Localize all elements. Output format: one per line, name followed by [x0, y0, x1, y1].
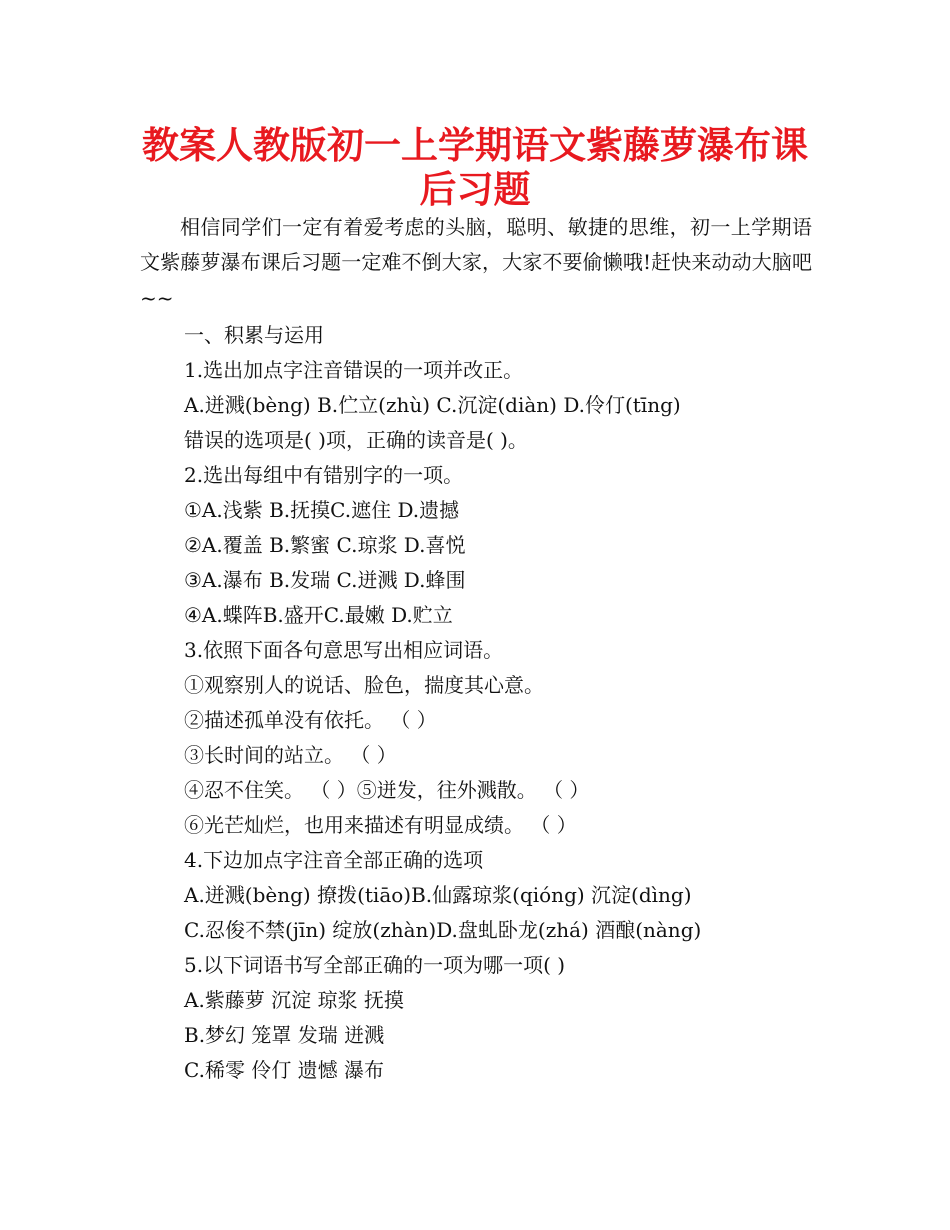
document-title-line-2: 后习题: [419, 168, 531, 211]
question-4-options-ab: A.迸溅(bèng) 撩拨(tiāo)B.仙露琼浆(qióng) 沉淀(dìng): [184, 883, 692, 907]
question-4: 4.下边加点字注音全部正确的选项: [184, 848, 484, 872]
section-heading: 一、积累与运用: [184, 323, 324, 347]
question-1-answer-line: 错误的选项是( )项，正确的读音是( )。: [184, 428, 528, 452]
question-3: 3.依照下面各句意思写出相应词语。: [184, 638, 504, 662]
question-5: 5.以下词语书写全部正确的一项为哪一项( ): [184, 953, 566, 977]
question-2-group-4: ④A.蝶阵B.盛开C.最嫩 D.贮立: [184, 603, 453, 627]
question-2: 2.选出每组中有错别字的一项。: [184, 463, 464, 487]
intro-paragraph: 相信同学们一定有着爱考虑的头脑，聪明、敏捷的思维，初一上学期语文紫藤萝瀑布课后习题一定难不倒大家，大家不要偷懒哦!赶快来动动大脑吧~~: [140, 215, 812, 310]
question-2-group-1: ①A.浅紫 B.抚摸C.遮住 D.遗撼: [184, 498, 460, 522]
question-3-item-4-5: ④忍不住笑。 （ ）⑤迸发，往外溅散。 （ ）: [184, 778, 590, 802]
question-3-item-1: ①观察别人的说话、脸色，揣度其心意。: [184, 673, 544, 697]
question-5-option-c: C.稀零 伶仃 遗憾 瀑布: [184, 1058, 385, 1082]
question-3-item-6: ⑥光芒灿烂，也用来描述有明显成绩。 （ ）: [184, 813, 577, 837]
question-2-group-2: ②A.覆盖 B.繁蜜 C.琼浆 D.喜悦: [184, 533, 466, 557]
question-1: 1.选出加点字注音错误的一项并改正。: [184, 358, 524, 382]
question-5-option-a: A.紫藤萝 沉淀 琼浆 抚摸: [184, 988, 404, 1012]
question-3-item-3: ③长时间的站立。 （ ）: [184, 743, 397, 767]
question-4-options-cd: C.忍俊不禁(jīn) 绽放(zhàn)D.盘虬卧龙(zhá) 酒酿(nàng): [184, 918, 702, 942]
question-3-item-2: ②描述孤单没有依托。 （ ）: [184, 708, 437, 732]
question-5-option-b: B.梦幻 笼罩 发瑞 迸溅: [184, 1023, 385, 1047]
document-title-line-1: 教案人教版初一上学期语文紫藤萝瀑布课: [142, 124, 808, 167]
question-2-group-3: ③A.瀑布 B.发瑞 C.迸溅 D.蜂围: [184, 568, 466, 592]
question-1-options: A.迸溅(bèng) B.伫立(zhù) C.沉淀(diàn) D.伶仃(tīng): [184, 393, 681, 417]
